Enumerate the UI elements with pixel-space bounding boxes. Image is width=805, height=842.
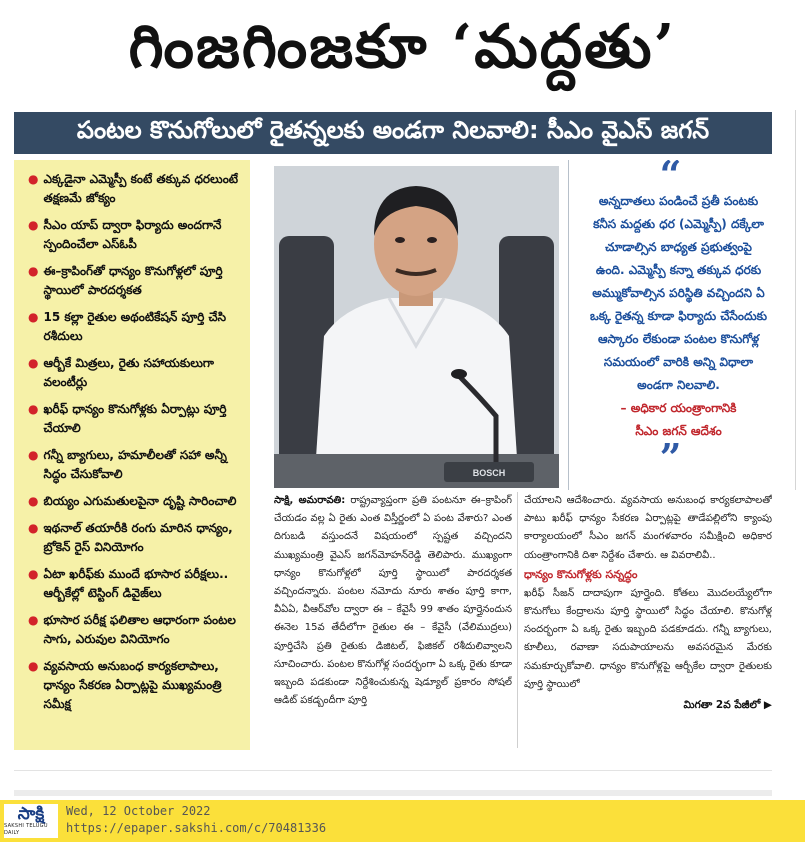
article-column-2 xyxy=(524,492,772,748)
quote-attribution-line1: – అధికార యంత్రాంగానికి xyxy=(620,401,737,415)
bullet-text: వ్యవసాయ అనుబంధ కార్యకలాపాలు, ధాన్యం సేకరణ ఏర్పాట్లపై ముఖ్యమంత్రి సమీక్ష xyxy=(43,659,222,711)
bullet-item xyxy=(28,308,246,346)
bullet-text: బియ్యం ఎగుమతులపైనా దృష్టి సారించాలి xyxy=(43,494,237,508)
headline: గింజగింజకూ ‘మద్దతు’ xyxy=(128,12,677,82)
divider xyxy=(14,790,772,796)
subheadline: పంటల కొనుగోలులో రైతన్నలకు అండగా నిలవాలి: సీఎం వైఎస్‌ జగన్‌ xyxy=(76,116,710,144)
article-body-3: ఖరీఫ్‌ సీజన్‌ దాదాపుగా పూర్తైంది. కోతలు మొదలయ్యేలోగా కొనుగోలు కేంద్రాలను పూర్తి స్థాయిలో సిద్ధం చేయాలి. కొనుగోళ్ల సందర్భంగా ఏ ఒక్క రైతు ఇబ్బంది పడకూడదు. గన్నీ బ్యాగులు, కూలీలు, రవాణా సదుపాయాలను అవసరమైన మేరకు సమకూర్చుకోవాలి. ధాన్యం కొనుగోళ్లపై ఆర్బీకేల ద్వారా రైతులకు పూర్తి స్థాయిలో xyxy=(524,587,772,690)
bullet-item xyxy=(28,262,246,300)
bullet-dot-icon: ● xyxy=(28,613,39,627)
bullet-item xyxy=(28,400,246,438)
bullet-text: భూసార పరీక్ష ఫలితాల ఆధారంగా పంటల సాగు, ఎరువుల వినియోగం xyxy=(43,613,236,646)
footer-bar xyxy=(0,800,805,842)
quote-box xyxy=(568,160,772,490)
bullet-item xyxy=(28,519,246,557)
sakshi-logo[interactable] xyxy=(4,804,58,838)
logo-text: సాక్షి xyxy=(17,804,45,824)
bullet-dot-icon: ● xyxy=(28,521,39,535)
bullet-item xyxy=(28,492,246,511)
bullet-item xyxy=(28,354,246,392)
bullet-dot-icon: ● xyxy=(28,659,39,673)
bullet-text: 15 కల్లా రైతుల అథంటికేషన్‌ పూర్తి చేసి రశీదులు xyxy=(43,310,227,343)
bullet-dot-icon: ● xyxy=(28,567,39,581)
bullet-text: ఏటా ఖరీఫ్‌కు ముందే భూసార పరీక్షలు.. ఆర్బీకేల్లో టెస్టింగ్‌ డివైజ్‌లు xyxy=(43,567,229,600)
highlights-box xyxy=(14,160,250,750)
continued-on-page-link[interactable]: మిగతా 2వ పేజీలో ▶ xyxy=(683,699,772,712)
bullet-item xyxy=(28,611,246,649)
edition-date: Wed, 12 October 2022 xyxy=(66,804,211,818)
article-body-1: రాష్ట్రవ్యాప్తంగా ప్రతి పంటనూ ఈ–క్రాపింగ్‌ చేయడం వల్ల ఏ రైతు ఎంత విస్తీర్ణంలో ఏ పంట వేశారు? ఎంత దిగుబడి వస్తుందనే విషయంలో స్పష్టత వచ్చిందని ముఖ్యమంత్రి వైఎస్‌ జగన్‌మోహన్‌రెడ్డి తెలిపారు. ముఖ్యంగా ధాన్యం కొనుగోళ్లలో పూర్తి స్థాయిలో పారదర్శకత వచ్చిందన్నారు. పంటల నమోదు నూరు శాతం పూర్తి కాగా, వీఏఏ, వీఆర్‌వోల ద్వారా ఈ – కేవైసీ 99 శాతం పూర్తైనందున ఈనెల 15వ తేదీలోగా రైతుల ఈ – కేవైసీ (వేలిముద్రలు) పూర్తిచేసి ప్రతి రైతుకు డిజిటల్‌, ఫిజికల్‌ రశీదులివ్వాలని సూచించారు. పంటల కొనుగోళ్ల సందర్భంగా ఏ ఒక్క రైతు కూడా ఇబ్బంది పడకుండా నిర్దేశించుకున్న షెడ్యూల్‌ ప్రకారం సోషల్‌ ఆడిట్‌ పకడ్బందీగా పూర్తి xyxy=(274,495,512,707)
bullet-dot-icon: ● xyxy=(28,494,39,508)
bullet-item xyxy=(28,657,246,714)
bullet-item xyxy=(28,565,246,603)
bullet-dot-icon: ● xyxy=(28,172,39,186)
bullet-dot-icon: ● xyxy=(28,402,39,416)
bullet-dot-icon: ● xyxy=(28,218,39,232)
logo-subtitle: SAKSHI TELUGU DAILY xyxy=(4,823,48,836)
dateline: సాక్షి, అమరావతి: xyxy=(274,495,346,506)
bosch-label: BOSCH xyxy=(472,468,506,478)
bullet-item xyxy=(28,170,246,208)
open-quote-icon: “ xyxy=(659,160,682,197)
article-subhead: ధాన్యం కొనుగోళ్లకు సన్నద్ధం xyxy=(524,567,638,581)
portrait-illustration xyxy=(274,166,559,488)
quote-text: అన్నదాతలు పండించే ప్రతీ పంటకు కనీస మద్దతు ధర (ఎమ్మెస్పీ) దక్కేలా చూడాల్సిన బాధ్యత ప్రభుత్వంపై ఉంది. ఎమ్మెస్పీ కన్నా తక్కువ ధరకు అమ్ముకోవాల్సిన పరిస్థితి వచ్చిందని ఏ ఒక్క రైతన్న కూడా ఫిర్యాదు చేసేందుకు ఆస్కారం లేకుండా పంటల కొనుగోళ్ల సమయంలో వారికి అన్ని విధాలా అండగా నిలవాలి. xyxy=(589,194,768,392)
divider xyxy=(14,770,772,771)
page-edge xyxy=(795,110,805,490)
bullet-text: సీఎం యాప్‌ ద్వారా ఫిర్యాదు అందగానే స్పందించేలా ఎస్‌ఓపీ xyxy=(43,218,222,251)
bullet-text: ఈ–క్రాపింగ్‌తో ధాన్యం కొనుగోళ్లలో పూర్తి స్థాయిలో పారదర్శకత xyxy=(43,264,223,297)
bullet-item xyxy=(28,216,246,254)
bullet-text: ఖరీఫ్‌ ధాన్యం కొనుగోళ్లకు ఏర్పాట్లు పూర్తి చేయాలి xyxy=(43,402,227,435)
bullet-dot-icon: ● xyxy=(28,264,39,278)
bullet-text: ఆర్బీకే మిత్రలు, రైతు సహాయకులుగా వలంటీర్లు xyxy=(43,356,214,389)
article-column-1 xyxy=(274,492,512,748)
cm-photo xyxy=(274,166,559,488)
column-divider xyxy=(517,492,518,748)
epaper-url[interactable]: https://epaper.sakshi.com/c/70481336 xyxy=(66,821,327,835)
bullet-text: ఇథనాల్‌ తయారీకి రంగు మారిన ధాన్యం, బ్రోకెన్‌ రైస్‌ వినియోగం xyxy=(43,521,233,554)
bullet-dot-icon: ● xyxy=(28,310,39,324)
close-quote-icon: ” xyxy=(659,435,682,480)
subheadline-bar xyxy=(14,112,772,154)
bullet-dot-icon: ● xyxy=(28,356,39,370)
bullet-item xyxy=(28,446,246,484)
bullet-dot-icon: ● xyxy=(28,448,39,462)
bullet-text: గన్నీ బ్యాగులు, హమాలీలతో సహా అన్నీ సిద్ధం చేసుకోవాలి xyxy=(43,448,227,481)
bullet-text: ఎక్కడైనా ఎమ్మెస్పీ కంటే తక్కువ ధరలుంటే తక్షణమే జోక్యం xyxy=(43,172,239,205)
quote-attribution-line2: సీఎం జగన్‌ ఆదేశం xyxy=(635,424,722,438)
article-body-2: చేయాలని ఆదేశించారు. వ్యవసాయ అనుబంధ కార్యకలాపాలతో పాటు ఖరీఫ్‌ ధాన్యం సేకరణ ఏర్పాట్లపై తాడేపల్లిలోని క్యాంపు కార్యాలయంలో సీఎం జగన్‌ మంగళవారం సమీక్షించి అధికార యంత్రాంగానికి దిశా నిర్దేశం చేశారు. ఆ వివరాలివీ.. xyxy=(524,495,772,561)
